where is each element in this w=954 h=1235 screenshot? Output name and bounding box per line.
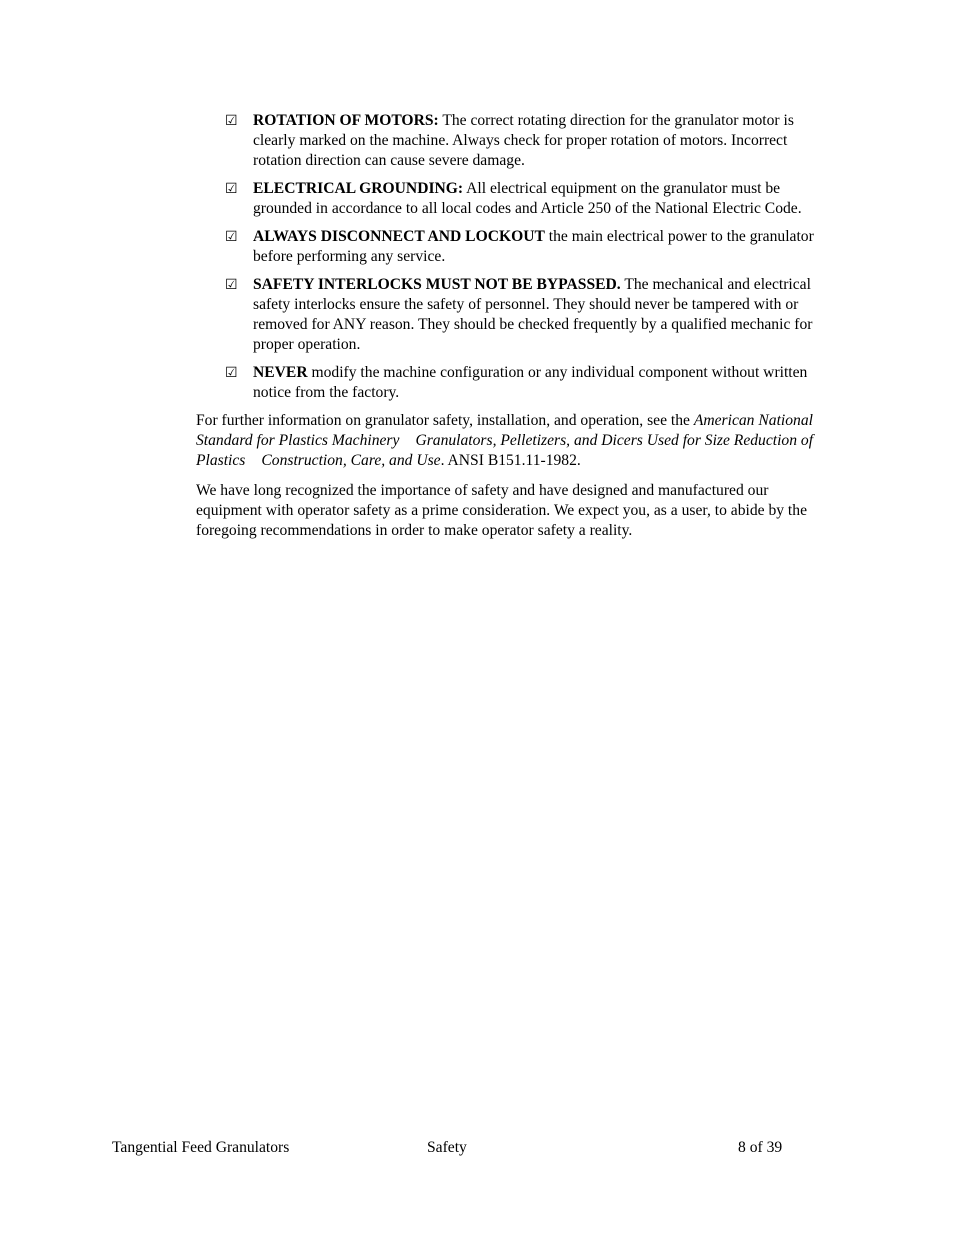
list-item-text <box>253 275 836 355</box>
checkbox-icon: ☑ <box>225 365 238 381</box>
footer-section-name: Safety <box>427 1139 467 1156</box>
list-item-body: the main electrical power to the granulator before performing any service. <box>253 228 814 265</box>
list-item-text <box>253 179 836 219</box>
checkbox-icon: ☑ <box>225 113 238 129</box>
list-item-heading: SAFETY INTERLOCKS MUST NOT BE BYPASSED. <box>253 276 621 293</box>
list-item-body: modify the machine configuration or any individual component without written notice from the factory. <box>253 364 808 401</box>
list-item-disconnect-lockout <box>196 227 836 267</box>
list-item-body: The correct rotating direction for the granulator motor is clearly marked on the machine. Always check for proper rotation of motors. Incorrect rotation direction can cause severe damage. <box>253 112 794 169</box>
further-info-tail: . ANSI B151.11-1982. <box>440 452 581 469</box>
standard-title: American National Standard for Plastics Machinery  Granulators, Pelletizers, and Dicers Used for Size Reduction of Plastics  Construction, Care, and Use <box>196 412 814 469</box>
list-item-rotation-of-motors <box>196 111 836 171</box>
footer-page-number: 8 of 39 <box>738 1139 783 1156</box>
checkbox-icon: ☑ <box>225 181 238 197</box>
list-item-heading: ROTATION OF MOTORS: <box>253 112 439 129</box>
further-info-lead: For further information on granulator safety, installation, and operation, see the <box>196 412 694 429</box>
closing-paragraph: We have long recognized the importance of safety and have designed and manufactured our equipment with operator safety as a prime consideration. We expect you, as a user, to abide by the foregoing recommendations in order to make operator safety a reality. <box>196 482 807 539</box>
page-footer <box>0 1138 954 1160</box>
list-item-text <box>253 227 836 267</box>
further-information-paragraph <box>196 411 836 471</box>
checkbox-icon: ☑ <box>225 277 238 293</box>
list-item-electrical-grounding <box>196 179 836 219</box>
list-item-never-modify <box>196 363 836 403</box>
checkbox-icon: ☑ <box>225 229 238 245</box>
list-item-heading: ALWAYS DISCONNECT AND LOCKOUT <box>253 228 545 245</box>
document-body <box>196 111 836 551</box>
list-item-text <box>253 111 836 171</box>
list-item-safety-interlocks <box>196 275 836 355</box>
list-item-heading: NEVER <box>253 364 308 381</box>
list-item-body: The mechanical and electrical safety interlocks ensure the safety of personnel. They should never be tampered with or removed for ANY reason. They should be checked frequently by a qualified mechanic for proper operation. <box>253 276 813 353</box>
list-item-body: All electrical equipment on the granulator must be grounded in accordance to all local codes and Article 250 of the National Electric Code. <box>253 180 802 217</box>
footer-document-title: Tangential Feed Granulators <box>112 1139 290 1156</box>
list-item-heading: ELECTRICAL GROUNDING: <box>253 180 464 197</box>
list-item-text <box>253 363 836 403</box>
